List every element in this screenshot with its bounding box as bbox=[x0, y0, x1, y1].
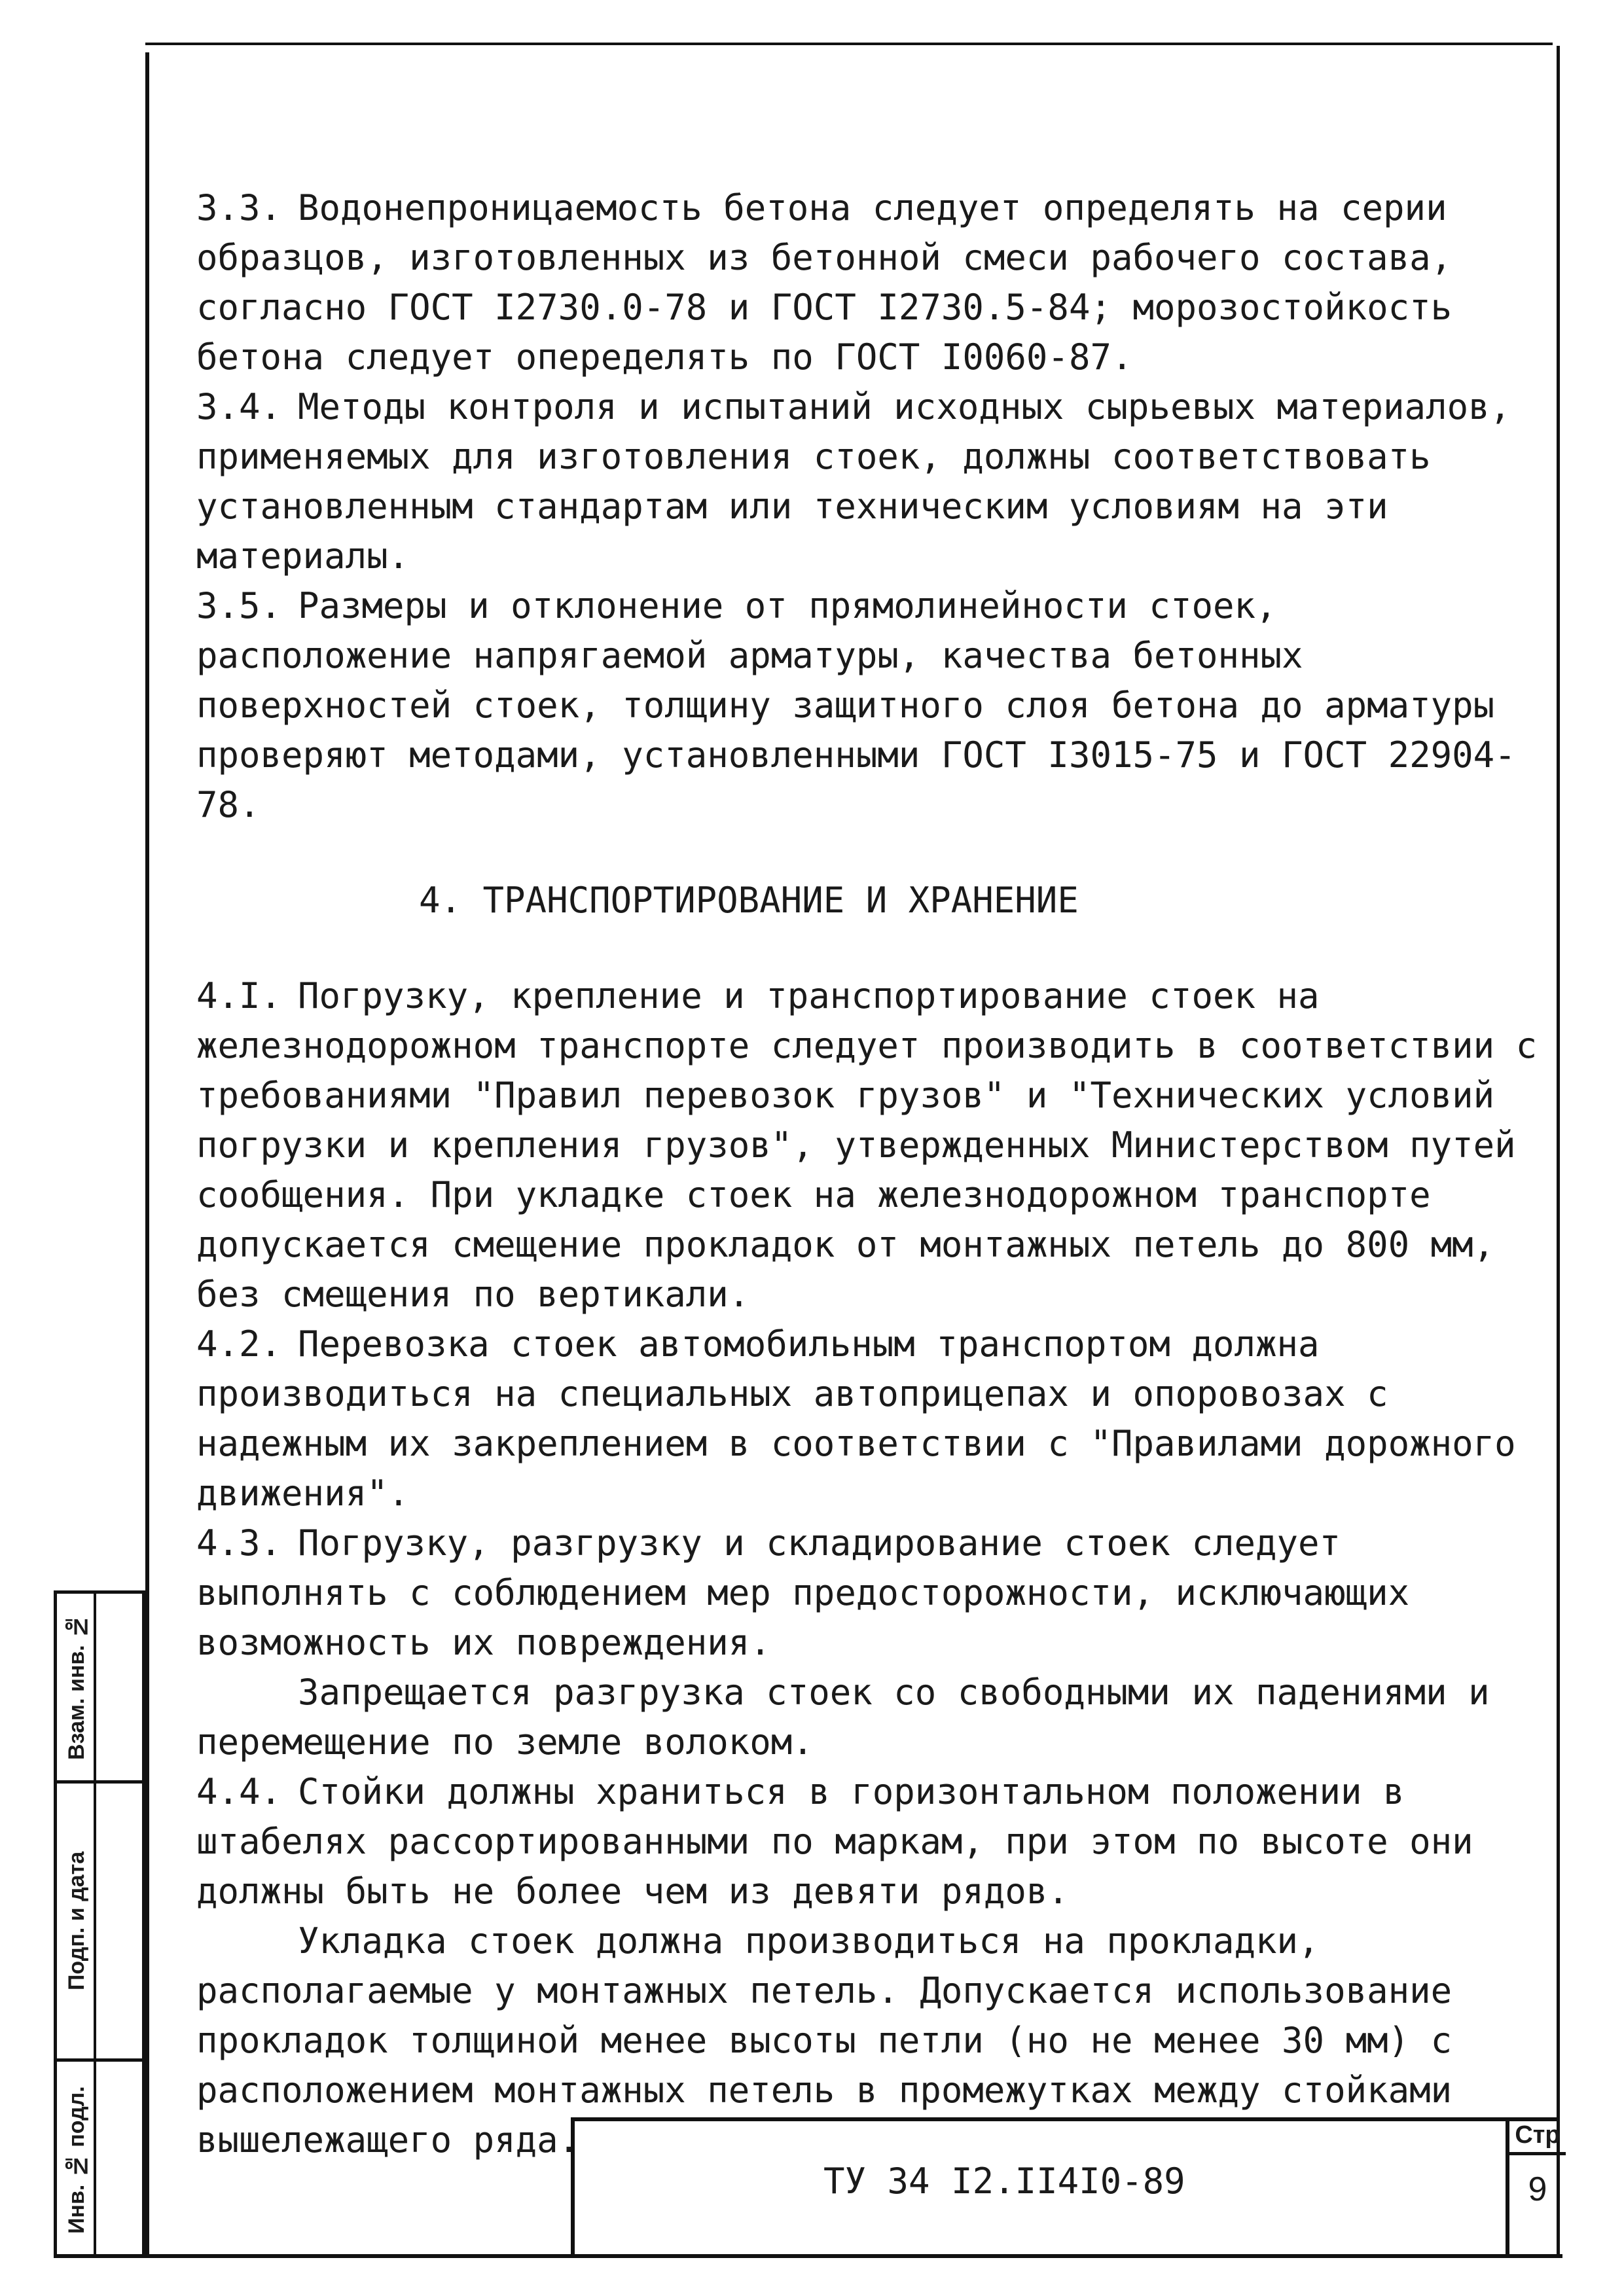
frame-right-line bbox=[1557, 46, 1560, 2258]
section-4-heading: 4. ТРАНСПОРТИРОВАНИЕ И ХРАНЕНИЕ bbox=[419, 880, 1079, 921]
stamp-label-inv: Инв. № подл. bbox=[64, 2086, 89, 2234]
paragraph-4-2 bbox=[196, 1319, 1538, 1518]
paragraph-text: Перевозка стоек автомобильным транспортом должна производиться на специальных автоприцепах и опоровозах с надежным их закреплением в соответствии с "Правилами дорожного движения". bbox=[196, 1323, 1516, 1514]
page-number: 9 bbox=[1528, 2170, 1547, 2208]
paragraph-3-3 bbox=[196, 183, 1538, 382]
stamp-cell-inv bbox=[57, 2062, 96, 2258]
paragraph-3-5 bbox=[196, 581, 1538, 830]
stamp-label-vzam: Взам. инв. № bbox=[64, 1613, 89, 1761]
document-body bbox=[196, 183, 1538, 2165]
paragraph-number: 4.2. bbox=[196, 1323, 282, 1365]
paragraph-4-1 bbox=[196, 971, 1538, 1319]
paragraph-number: 3.3. bbox=[196, 187, 282, 228]
frame-left-line bbox=[145, 52, 149, 2258]
page-number-box bbox=[1506, 2117, 1566, 2256]
paragraph-text: Стойки должны храниться в горизонтальном положении в штабелях рассортированными по маркам, при этом по высоте они должны быть не более чем из девяти рядов. bbox=[196, 1771, 1473, 1912]
page-label: Стр bbox=[1509, 2117, 1566, 2155]
side-stamp-column bbox=[54, 1590, 145, 2258]
paragraph-4-4 bbox=[196, 1767, 1538, 1916]
paragraph-text: Погрузку, крепление и транспортирование стоек на железнодорожном транспорте следует производить в соответствии с требованиями "Правил перевозок грузов" и "Технических условий погрузки и крепления грузов", утвержденных Министерством путей сообщения. При укладке стоек на железнодорожном транспорте допускается смещение прокладок от монтажных петель до 800 мм, без смещения по вертикали. bbox=[196, 975, 1538, 1315]
stamp-cell-vzam bbox=[57, 1594, 96, 1780]
paragraph-text: Погрузку, разгрузку и складирование стоек следует выполнять с соблюдением мер предосторожности, исключающих возможность их повреждения. bbox=[196, 1522, 1410, 1663]
paragraph-4-3-continued bbox=[196, 1668, 1538, 1767]
stamp-label-podp: Подп. и дата bbox=[64, 1851, 89, 1991]
paragraph-number: 4.3. bbox=[196, 1522, 282, 1564]
paragraph-text: Укладка стоек должна производиться на прокладки, располагаемые у монтажных петель. Допускается использование прокладок толщиной менее высоты петли (но не менее 30 мм) с расположением монтажных петель в промежутках между стойками вышележащего ряда. bbox=[196, 1920, 1453, 2161]
paragraph-number: 4.I. bbox=[196, 975, 282, 1016]
document-code: ТУ 34 I2.II4I0-89 bbox=[823, 2161, 1185, 2202]
stamp-cell-podp bbox=[57, 1784, 96, 2058]
paragraph-number: 3.4. bbox=[196, 386, 282, 427]
paragraph-text: Размеры и отклонение от прямолинейности стоек, расположение напрягаемой арматуры, качества бетонных поверхностей стоек, толщину защитного слоя бетона до арматуры проверяют методами, установленными ГОСТ I3015-75 и ГОСТ 22904-78. bbox=[196, 585, 1516, 825]
paragraph-4-3 bbox=[196, 1518, 1538, 1668]
title-block bbox=[571, 2117, 1558, 2256]
paragraph-text: Водонепроницаемость бетона следует определять на серии образцов, изготовленных из бетонной смеси рабочего состава, согласно ГОСТ I2730.0-78 и ГОСТ I2730.5-84; морозостойкость бетона следует опеределять по ГОСТ I0060-87. bbox=[196, 187, 1453, 378]
paragraph-3-4 bbox=[196, 382, 1538, 581]
paragraph-text: Методы контроля и испытаний исходных сырьевых материалов, применяемых для изготовления стоек, должны соответствовать установленным стандартам или техническим условиям на эти материалы. bbox=[196, 386, 1511, 577]
paragraph-number: 4.4. bbox=[196, 1771, 282, 1812]
paragraph-text: Запрещается разгрузка стоек со свободными их падениями и перемещение по земле волоком. bbox=[196, 1672, 1490, 1763]
frame-top-line bbox=[145, 43, 1553, 45]
paragraph-number: 3.5. bbox=[196, 585, 282, 626]
